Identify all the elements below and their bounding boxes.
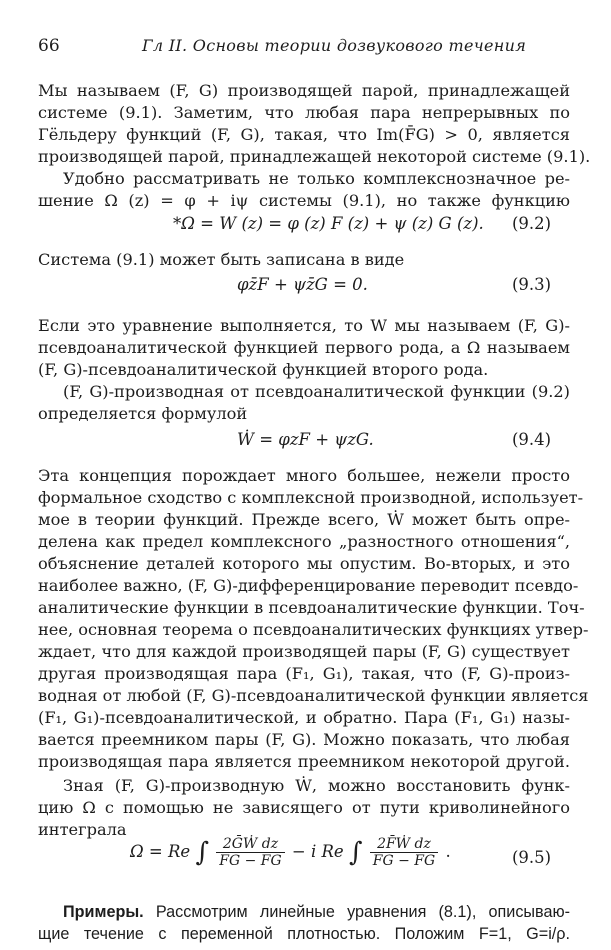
equation-9-4: Ẇ = φzF + ψzG. [237, 430, 374, 449]
para4-line-2: определяется формулой [38, 404, 248, 423]
equation-number-9-3: (9.3) [512, 275, 552, 294]
para5-line-6: наиболее важно, (F, G)-дифференцирование переводит псевдо- [38, 576, 579, 595]
equation-9-3: φz̄F + ψz̄G = 0. [237, 275, 368, 294]
examples-heading: Примеры. [63, 903, 144, 921]
equation-9-2: *Ω = W (z) = φ (z) F (z) + ψ (z) G (z). [173, 214, 484, 233]
para5-line-9: ждает, что для каждой производящей пары (F, G) существует [38, 642, 570, 661]
para5-line-13: вается преемником пары (F, G). Можно показать, что любая [38, 730, 570, 749]
para1-line-2: системе (9.1). Заметим, что любая пара непрерывных по [38, 103, 570, 122]
eq95-fraction-2-numerator: 2F̄Ẇ dz [370, 836, 438, 853]
equation-number-9-5: (9.5) [512, 848, 552, 867]
eq95-fraction-2-denominator: F̄G − F̄G [372, 853, 436, 869]
eq95-fraction-1 [216, 836, 284, 869]
para3-line-2: псевдоаналитической функцией первого рода, а Ω называем [38, 338, 570, 357]
para5-line-7: аналитические функции в псевдоаналитические функции. Точ- [38, 598, 585, 617]
para4-line-1: (F, G)-производная от псевдоаналитической функции (9.2) [63, 382, 570, 401]
para6-line-3: интеграла [38, 820, 127, 839]
para6-line-1: Зная (F, G)-производную Ẇ, можно восстановить функ- [63, 776, 570, 795]
integral-sign-1: ∫ [195, 837, 209, 868]
eq95-end: . [445, 842, 451, 861]
para5-line-11: водная от любой (F, G)-псевдоаналитической функции является [38, 686, 589, 705]
para2-line-2: шение Ω (z) = φ + iψ системы (9.1), но также функцию [38, 191, 570, 210]
eq95-fraction-2 [370, 836, 438, 869]
equation-9-5 [130, 836, 451, 869]
integral-sign-2: ∫ [348, 837, 363, 868]
para1-line-1: Мы называем (F, G) производящей парой, принадлежащей [38, 81, 570, 100]
running-title: Гл II. Основы теории дозвукового течения [142, 36, 527, 55]
para5-line-10: другая производящая пара (F₁, G₁), такая, что (F, G)-произ- [38, 664, 570, 683]
eq95-fraction-1-denominator: F̄G − F̄G [219, 853, 282, 869]
para5-line-1: Эта концепция порождает много большее, нежели просто [38, 466, 570, 485]
para5-line-3: мое в теории функций. Прежде всего, Ẇ может быть опре- [38, 510, 570, 529]
equation-number-9-4: (9.4) [512, 430, 552, 449]
para5-line-5: объяснение деталей которого мы опустим. Во-вторых, и это [38, 554, 570, 573]
para7-line-1 [63, 902, 570, 923]
para5-line-4: делена как предел комплексного „разностного отношения“, [38, 532, 570, 551]
system-line: Система (9.1) может быть записана в виде [38, 250, 405, 269]
para5-line-2: формальное сходство с комплексной производной, использует- [38, 488, 584, 507]
eq95-lhs: Ω = Re [130, 842, 191, 861]
page-number: 66 [38, 36, 60, 56]
para6-line-2: цию Ω с помощью не зависящего от пути криволинейного [38, 798, 570, 817]
para5-line-8: нее, основная теорема о псевдоаналитических функциях утвер- [38, 620, 589, 639]
para3-line-1: Если это уравнение выполняется, то W мы называем (F, G)- [38, 316, 570, 335]
equation-number-9-2: (9.2) [512, 214, 552, 233]
para1-line-4: производящей парой, принадлежащей некоторой системе (9.1). [38, 147, 591, 166]
para7-line-1-text: Рассмотрим линейные уравнения (8.1), описываю- [143, 903, 570, 921]
para2-line-1: Удобно рассматривать не только комплекснозначное ре- [63, 169, 570, 188]
para5-line-14: производящая пара является преемником некоторой другой. [38, 752, 570, 771]
para7-line-2: щие течение с переменной плотностью. Положим F=1, G=i/ρ. [38, 925, 570, 943]
eq95-fraction-1-numerator: 2ḠẆ dz [216, 836, 284, 853]
para3-line-3: (F, G)-псевдоаналитической функцией второго рода. [38, 360, 489, 379]
para5-line-12: (F₁, G₁)-псевдоаналитической, и обратно. Пара (F₁, G₁) назы- [38, 708, 570, 727]
eq95-mid: − i Re [291, 842, 344, 861]
para1-line-3: Гёльдеру функций (F, G), такая, что Im(F̄G) > 0, является [38, 125, 570, 144]
